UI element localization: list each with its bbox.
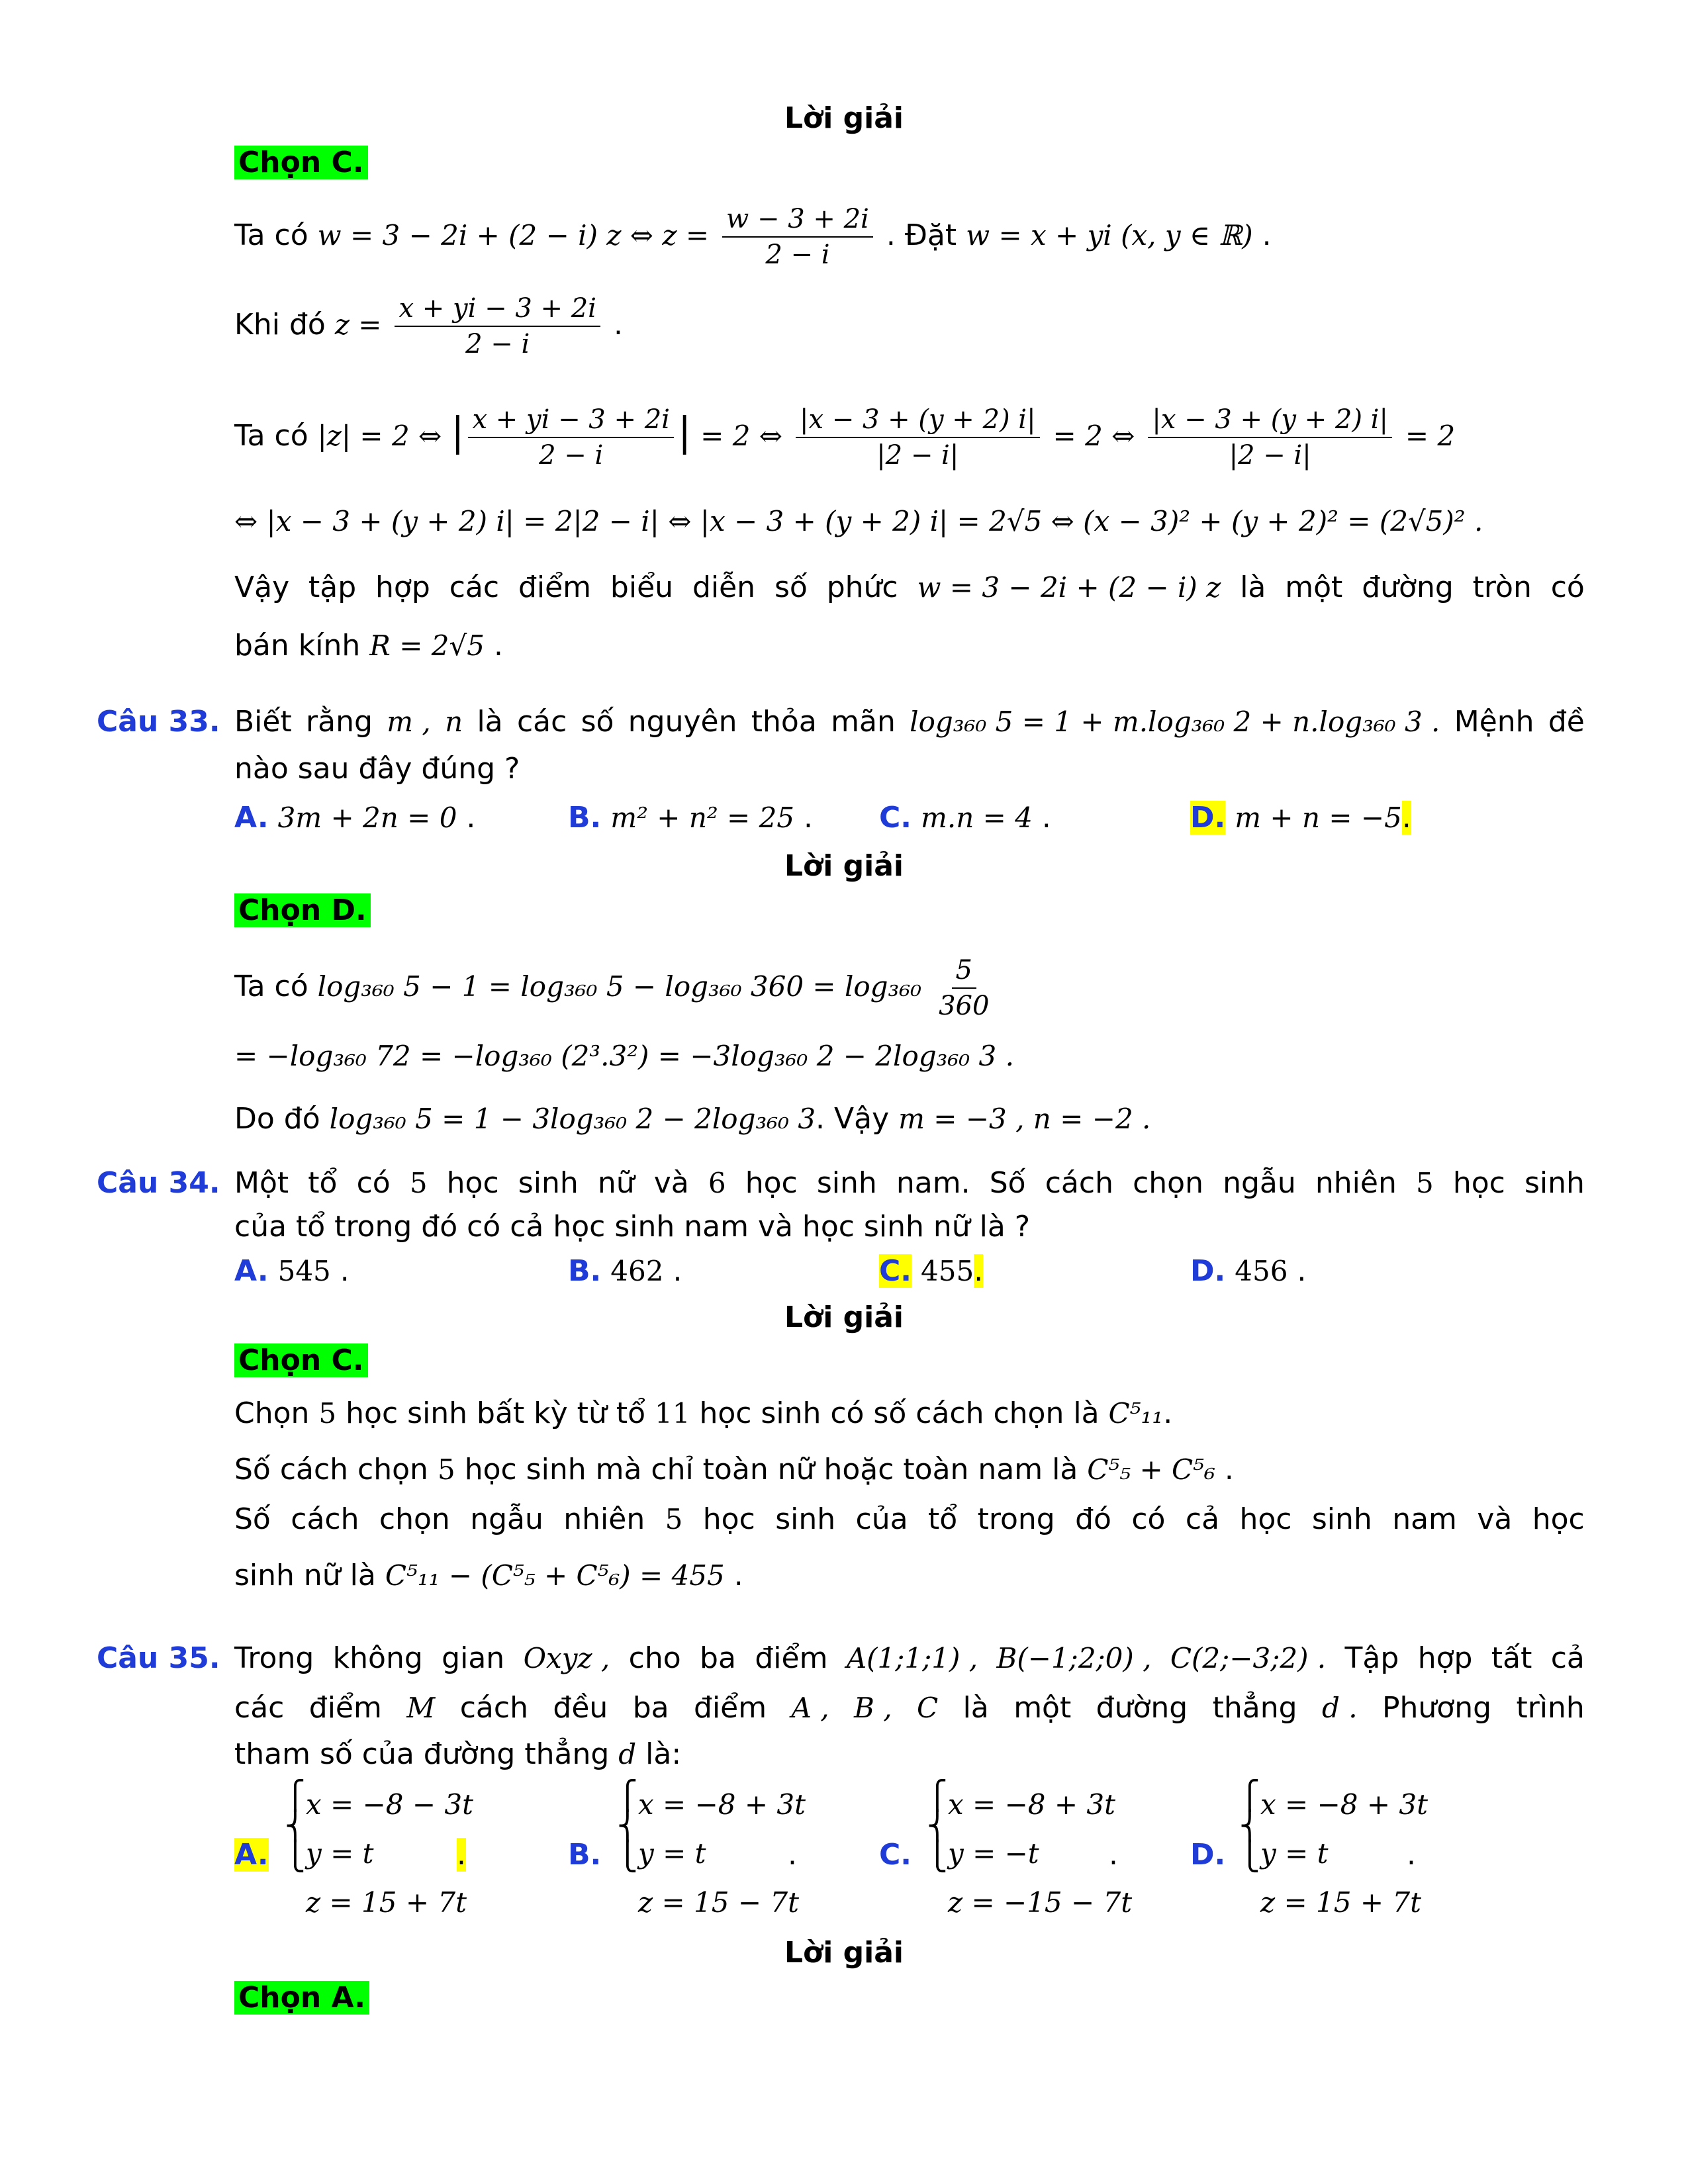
solution-line: = −log₃₆₀ 72 = −log₃₆₀ (2³.3²) = −3log₃₆₀ 2 − 2log₃₆₀ 3 . bbox=[234, 1040, 1014, 1072]
equation-system: x = −8 − 3t y = t z = 15 + 7t bbox=[306, 1788, 473, 1919]
option-end: . bbox=[1407, 1838, 1416, 1872]
answer-option-d[interactable]: D. 456 . bbox=[1190, 1254, 1307, 1288]
question-text: Một tổ có 5 học sinh nữ và 6 học sinh nam. Số cách chọn ngẫu nhiên 5 học sinh bbox=[234, 1166, 1585, 1200]
question-number: Câu 34. bbox=[97, 1166, 220, 1200]
chon-answer: Chọn A. bbox=[234, 1978, 369, 2019]
question-text: của tổ trong đó có cả học sinh nam và học sinh nữ là ? bbox=[234, 1210, 1031, 1244]
solution-line: sinh nữ là C⁵₁₁ − (C⁵₅ + C⁵₆) = 455 . bbox=[234, 1559, 743, 1592]
solution-line: Ta có |z| = 2 ⇔ | $\frac{x + yi - 3 + 2i}{2 - i}$ | = 2 ⇔ $\frac{|x - 3 + (y + 2) i|}{|2 - i|}$ = 2 ⇔ $\frac{|x - 3 + (y + 2) i|}{|2 - i|}$ = 2 bbox=[234, 402, 1455, 473]
solution-line: Vậy tập hợp các điểm biểu diễn số phức w = 3 − 2i + (2 − i) z là một đường tròn có bbox=[234, 570, 1585, 604]
system-brace: ⎧ ⎨ ⎩ bbox=[285, 1779, 306, 1872]
solution-heading: Lời giải bbox=[784, 1936, 904, 1970]
chon-answer: Chọn D. bbox=[234, 890, 371, 931]
chon-answer: Chọn C. bbox=[234, 142, 368, 183]
system-brace: ⎧ ⎨ ⎩ bbox=[927, 1779, 948, 1872]
answer-option-a[interactable]: A. 545 . bbox=[234, 1254, 350, 1288]
question-text: Biết rằng m , n là các số nguyên thỏa mãn log₃₆₀ 5 = 1 + m.log₃₆₀ 2 + n.log₃₆₀ 3 . Mệnh đề bbox=[234, 705, 1585, 739]
solution-line: Chọn 5 học sinh bất kỳ từ tổ 11 học sinh có số cách chọn là C⁵₁₁. bbox=[234, 1396, 1173, 1430]
equation-system: x = −8 + 3t y = t z = 15 + 7t bbox=[1260, 1788, 1428, 1919]
system-brace: ⎧ ⎨ ⎩ bbox=[1239, 1779, 1260, 1872]
option-end: . bbox=[788, 1838, 797, 1872]
answer-option-c[interactable]: C. 455. bbox=[879, 1254, 984, 1288]
answer-option-d[interactable]: D. m + n = −5. bbox=[1190, 801, 1411, 835]
equation-system: x = −8 + 3t y = −t z = −15 − 7t bbox=[948, 1788, 1133, 1919]
solution-heading: Lời giải bbox=[784, 101, 904, 135]
solution-heading: Lời giải bbox=[784, 1300, 904, 1334]
question-text: nào sau đây đúng ? bbox=[234, 752, 520, 786]
solution-line: Ta có log₃₆₀ 5 − 1 = log₃₆₀ 5 − log₃₆₀ 360 = log₃₆₀ $\frac{5}{360}$ bbox=[234, 953, 997, 1023]
question-number: Câu 33. bbox=[97, 705, 220, 739]
question-text: Trong không gian Oxyz , cho ba điểm A(1;1;1) , B(−1;2;0) , C(2;−3;2) . Tập hợp tất cả bbox=[234, 1641, 1585, 1675]
answer-option-b[interactable]: B. bbox=[568, 1838, 602, 1872]
answer-option-a[interactable]: A. bbox=[234, 1838, 269, 1872]
solution-line: ⇔ |x − 3 + (y + 2) i| = 2|2 − i| ⇔ |x − 3 + (y + 2) i| = 2√5 ⇔ (x − 3)² + (y + 2)² = (2√5)² . bbox=[234, 505, 1483, 537]
solution-line: bán kính R = 2√5 . bbox=[234, 629, 503, 662]
chon-answer: Chọn C. bbox=[234, 1340, 368, 1381]
answer-option-c[interactable]: C. bbox=[879, 1838, 912, 1872]
system-brace: ⎧ ⎨ ⎩ bbox=[617, 1779, 638, 1872]
question-text: các điểm M cách đều ba điểm A , B , C là một đường thẳng d . Phương trình bbox=[234, 1691, 1585, 1725]
answer-option-b[interactable]: B. 462 . bbox=[568, 1254, 682, 1288]
solution-line: Khi đó z = $\frac{x + yi - 3 + 2i}{2 - i}$ . bbox=[234, 291, 623, 361]
equation-system: x = −8 + 3t y = t z = 15 − 7t bbox=[638, 1788, 806, 1919]
answer-option-b[interactable]: B. m² + n² = 25 . bbox=[568, 801, 814, 835]
solution-line: Số cách chọn ngẫu nhiên 5 học sinh của tổ trong đó có cả học sinh nam và học bbox=[234, 1502, 1585, 1536]
answer-option-a[interactable]: A. 3m + 2n = 0 . bbox=[234, 801, 476, 835]
solution-heading: Lời giải bbox=[784, 849, 904, 883]
answer-option-c[interactable]: C. m.n = 4 . bbox=[879, 801, 1051, 835]
question-number: Câu 35. bbox=[97, 1641, 220, 1675]
question-text: tham số của đường thẳng d là: bbox=[234, 1737, 682, 1771]
option-end: . bbox=[457, 1838, 466, 1872]
option-end: . bbox=[1109, 1838, 1118, 1872]
solution-line: Số cách chọn 5 học sinh mà chỉ toàn nữ hoặc toàn nam là C⁵₅ + C⁵₆ . bbox=[234, 1453, 1234, 1486]
solution-line: Ta có w = 3 − 2i + (2 − i) z ⇔ z = $\frac{w - 3 + 2i}{2 - i}$ . Đặt w = x + yi (x, y ∈ ℝ) . bbox=[234, 202, 1272, 272]
solution-line: Do đó log₃₆₀ 5 = 1 − 3log₃₆₀ 2 − 2log₃₆₀ 3. Vậy m = −3 , n = −2 . bbox=[234, 1102, 1151, 1136]
answer-option-d[interactable]: D. bbox=[1190, 1838, 1226, 1872]
